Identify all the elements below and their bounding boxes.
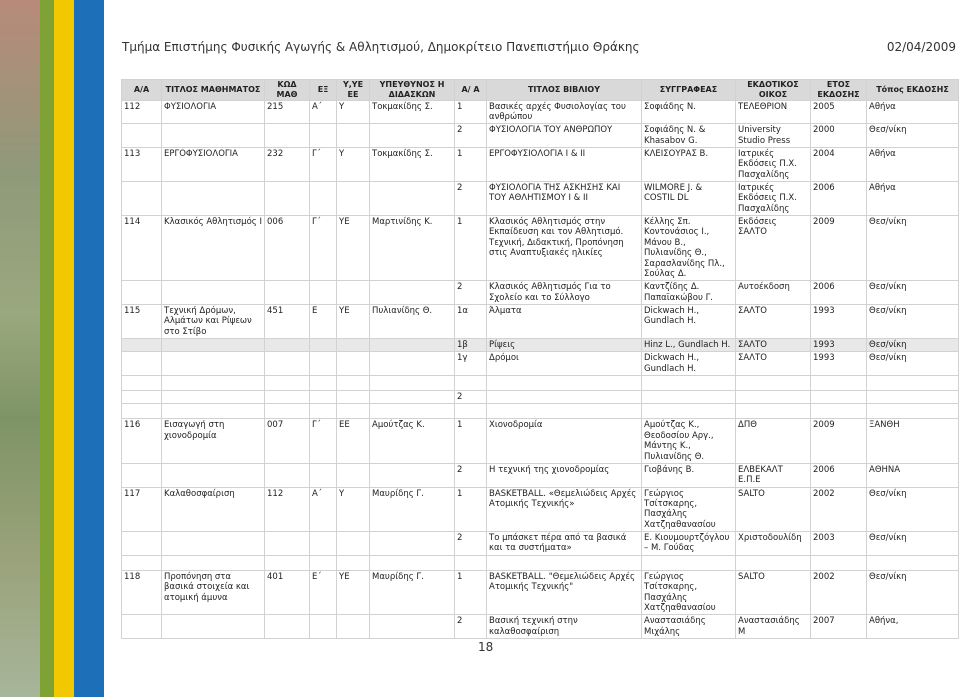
table-cell: ΣΑΛΤΟ [736, 304, 811, 338]
column-header: ΕΞ [310, 80, 337, 101]
table-row [122, 532, 959, 556]
table-cell: Ιατρικές Εκδόσεις Π.Χ. Πασχαλίδης [736, 182, 811, 216]
table-row [122, 281, 959, 305]
table-cell: 215 [265, 100, 310, 124]
table-cell: 006 [265, 216, 310, 281]
table-cell: Αθήνα, [867, 615, 959, 639]
column-header: Τόπος ΕΚΔΟΣΗΣ [867, 80, 959, 101]
table-cell [310, 182, 337, 216]
table-cell: Χιονοδρομία [487, 419, 642, 463]
spacer-cell [487, 376, 642, 391]
table-cell: Κλασικός Αθλητισμός Ι [162, 216, 265, 281]
spacer-cell [370, 376, 455, 391]
table-cell [811, 391, 867, 404]
table-cell [162, 391, 265, 404]
column-header: ΥΠΕΥΘΥΝΟΣ Η ΔΙΔΑΣΚΩΝ [370, 80, 455, 101]
spacer-cell [310, 376, 337, 391]
table-cell: Εκδόσεις ΣΑΛΤΟ [736, 216, 811, 281]
spacer-cell [337, 376, 370, 391]
table-cell: 2 [455, 615, 487, 639]
page-header-title: Τμήμα Επιστήμης Φυσικής Αγωγής & Αθλητισμού, Δημοκρίτειο Πανεπιστήμιο Θράκης [122, 40, 640, 54]
spacer-cell [370, 555, 455, 570]
table-cell [162, 615, 265, 639]
table-cell: 1 [455, 570, 487, 614]
table-cell [122, 339, 162, 352]
table-cell: 112 [122, 100, 162, 124]
table-cell: ΚΛΕΙΣΟΥΡΑΣ Β. [642, 147, 736, 181]
table-cell: 2 [455, 124, 487, 148]
table-cell: Dickwach H., Gundlach H. [642, 304, 736, 338]
table-cell: ΞΑΝΘΗ [867, 419, 959, 463]
table-cell [370, 463, 455, 487]
table-cell [337, 281, 370, 305]
table-cell [337, 352, 370, 376]
spacer-cell [265, 555, 310, 570]
table-cell [122, 182, 162, 216]
table-cell: Ιατρικές Εκδόσεις Π.Χ. Πασχαλίδης [736, 147, 811, 181]
table-cell: Εισαγωγή στη χιονοδρομία [162, 419, 265, 463]
spacer-cell [811, 376, 867, 391]
syllabus-table [121, 79, 959, 639]
table-cell: 1β [455, 339, 487, 352]
table-cell: Καλαθοσφαίριση [162, 487, 265, 531]
table-cell [370, 124, 455, 148]
table-cell: 2 [455, 463, 487, 487]
table-cell: Τεχνική Δρόμων, Αλμάτων και Ρίψεων στο Στίβο [162, 304, 265, 338]
table-cell [337, 182, 370, 216]
spacer-row [122, 404, 959, 419]
table-cell: 401 [265, 570, 310, 614]
table-cell: Αμούτζας Κ. [370, 419, 455, 463]
spacer-cell [736, 376, 811, 391]
table-cell: 2009 [811, 419, 867, 463]
spacer-cell [370, 404, 455, 419]
spacer-cell [867, 404, 959, 419]
table-cell [370, 182, 455, 216]
table-cell: Υ [337, 147, 370, 181]
table-cell: BASKETBALL. "Θεμελιώδεις Αρχές Ατομικής Τεχνικής" [487, 570, 642, 614]
table-cell [370, 352, 455, 376]
table-cell [337, 391, 370, 404]
table-cell: Θεσ/νίκη [867, 487, 959, 531]
table-cell: WILMORE J. & COSTIL DL [642, 182, 736, 216]
table-cell: 2009 [811, 216, 867, 281]
table-cell: Καντζίδης Δ. Παπαϊακώβου Γ. [642, 281, 736, 305]
table-cell: ΑΘΗΝΑ [867, 463, 959, 487]
table-cell: Κλασικός Αθλητισμός Για το Σχολείο και το Σύλλογο [487, 281, 642, 305]
table-cell: 1 [455, 147, 487, 181]
table-row [122, 216, 959, 281]
spacer-cell [487, 404, 642, 419]
spacer-cell [642, 555, 736, 570]
table-row [122, 100, 959, 124]
spacer-cell [736, 555, 811, 570]
table-cell: Μαυρίδης Γ. [370, 487, 455, 531]
table-cell [370, 281, 455, 305]
table-cell [337, 615, 370, 639]
table-cell: ΦΥΣΙΟΛΟΓΙΑ ΤΗΣ ΑΣΚΗΣΗΣ ΚΑΙ ΤΟΥ ΑΘΛΗΤΙΣΜΟΥ Ι & ΙΙ [487, 182, 642, 216]
table-cell [162, 281, 265, 305]
spacer-cell [162, 555, 265, 570]
sidebar-green-band [40, 0, 54, 697]
spacer-cell [122, 376, 162, 391]
table-cell: ΣΑΛΤΟ [736, 352, 811, 376]
table-cell [265, 182, 310, 216]
spacer-cell [455, 555, 487, 570]
table-cell [162, 352, 265, 376]
table-cell [310, 339, 337, 352]
table-cell: Γ΄ [310, 147, 337, 181]
table-cell [370, 615, 455, 639]
table-cell: Ε. Κιουμουρτζόγλου – Μ. Γούδας [642, 532, 736, 556]
table-cell [122, 532, 162, 556]
table-cell: Αθήνα [867, 100, 959, 124]
spacer-row [122, 376, 959, 391]
table-cell [122, 615, 162, 639]
table-cell: 117 [122, 487, 162, 531]
table-cell: 115 [122, 304, 162, 338]
table-cell: ΥΕ [337, 216, 370, 281]
table-cell [162, 182, 265, 216]
table-cell: 2 [455, 182, 487, 216]
table-cell: 1 [455, 419, 487, 463]
table-row [122, 339, 959, 352]
table-cell: Δρόμοι [487, 352, 642, 376]
table-row [122, 615, 959, 639]
table-cell [337, 124, 370, 148]
table-cell: SALTO [736, 570, 811, 614]
table-row [122, 147, 959, 181]
sidebar-photo-strip [0, 0, 40, 697]
column-header: Α/ Α [455, 80, 487, 101]
spacer-cell [265, 404, 310, 419]
table-cell: Αθήνα [867, 182, 959, 216]
spacer-cell [811, 555, 867, 570]
table-cell: ΥΕ [337, 570, 370, 614]
table-cell [122, 391, 162, 404]
table-cell: Dickwach H., Gundlach H. [642, 352, 736, 376]
table-cell: Θεσ/νίκη [867, 281, 959, 305]
table-cell [310, 352, 337, 376]
table-cell: Α΄ [310, 487, 337, 531]
table-cell: 2006 [811, 463, 867, 487]
table-cell [310, 532, 337, 556]
table-cell [122, 124, 162, 148]
spacer-cell [811, 404, 867, 419]
table-cell: Α΄ [310, 100, 337, 124]
table-header-row [122, 80, 959, 101]
table-cell: BASKETBALL. «Θεμελιώδεις Αρχές Ατομικής Τεχνικής» [487, 487, 642, 531]
spacer-cell [455, 376, 487, 391]
column-header: ΕΤΟΣ ΕΚΔΟΣΗΣ [811, 80, 867, 101]
table-cell: 232 [265, 147, 310, 181]
table-cell: University Studio Press [736, 124, 811, 148]
table-cell: ΕΡΓΟΦΥΣΙΟΛΟΓΙΑ [162, 147, 265, 181]
table-cell [162, 124, 265, 148]
column-header: ΚΩΔ ΜΑΘ [265, 80, 310, 101]
column-header: ΣΥΓΓΡΑΦΕΑΣ [642, 80, 736, 101]
table-cell: ΥΕ [337, 304, 370, 338]
table-cell [122, 281, 162, 305]
table-row [122, 352, 959, 376]
table-cell: ΔΠΘ [736, 419, 811, 463]
table-cell: Θεσ/νίκη [867, 532, 959, 556]
table-cell: Γιοβάνης Β. [642, 463, 736, 487]
table-cell: 2 [455, 391, 487, 404]
table-cell: Υ [337, 487, 370, 531]
table-row [122, 570, 959, 614]
table-cell: 2 [455, 281, 487, 305]
table-cell: Θεσ/νίκη [867, 570, 959, 614]
table-cell [310, 463, 337, 487]
column-header: Α/Α [122, 80, 162, 101]
table-cell: Τοκμακίδης Σ. [370, 147, 455, 181]
table-cell: 2003 [811, 532, 867, 556]
table-cell: ΕΛΒΕΚΑΛΤ Ε.Π.Ε [736, 463, 811, 487]
table-cell: Αθήνα [867, 147, 959, 181]
table-cell: 114 [122, 216, 162, 281]
table-cell: 113 [122, 147, 162, 181]
table-cell [162, 339, 265, 352]
spacer-cell [310, 404, 337, 419]
table-cell: Γεώργιος Τσίτσκαρης, Πασχάλης Χατζηαθανασίου [642, 487, 736, 531]
table-cell [370, 532, 455, 556]
table-cell: Βασική τεχνική στην καλαθοσφαίριση [487, 615, 642, 639]
table-row [122, 304, 959, 338]
table-cell: 451 [265, 304, 310, 338]
table-cell [337, 463, 370, 487]
table-cell [310, 281, 337, 305]
table-cell: Γ΄ [310, 419, 337, 463]
spacer-row [122, 555, 959, 570]
table-row [122, 391, 959, 404]
table-row [122, 124, 959, 148]
table-cell: Θεσ/νίκη [867, 216, 959, 281]
column-header: ΕΚΔΟΤΙΚΟΣ ΟΙΚΟΣ [736, 80, 811, 101]
table-cell [337, 532, 370, 556]
table-cell: 118 [122, 570, 162, 614]
table-cell: 2002 [811, 487, 867, 531]
spacer-cell [455, 404, 487, 419]
spacer-cell [310, 555, 337, 570]
table-cell: 1 [455, 487, 487, 531]
spacer-cell [642, 404, 736, 419]
table-row [122, 463, 959, 487]
table-cell: Hinz L., Gundlach H. [642, 339, 736, 352]
table-cell: Άλματα [487, 304, 642, 338]
table-cell: 2007 [811, 615, 867, 639]
table-cell: Τοκμακίδης Σ. [370, 100, 455, 124]
spacer-cell [736, 404, 811, 419]
table-cell [370, 339, 455, 352]
table-cell: Το μπάσκετ πέρα από τα βασικά και τα συστήματα» [487, 532, 642, 556]
table-cell: 1993 [811, 352, 867, 376]
table-cell: Πυλιανίδης Θ. [370, 304, 455, 338]
spacer-cell [337, 555, 370, 570]
table-cell: Μαυρίδης Γ. [370, 570, 455, 614]
table-cell: 1α [455, 304, 487, 338]
table-cell: Βασικές αρχές Φυσιολογίας του ανθρώπου [487, 100, 642, 124]
table-cell: ΦΥΣΙΟΛΟΓΙΑ [162, 100, 265, 124]
spacer-cell [162, 376, 265, 391]
table-cell [265, 463, 310, 487]
table-cell: 2005 [811, 100, 867, 124]
table-cell: 1993 [811, 304, 867, 338]
table-cell: 2000 [811, 124, 867, 148]
table-cell [736, 391, 811, 404]
table-cell: Υ [337, 100, 370, 124]
table-cell: ΣΑΛΤΟ [736, 339, 811, 352]
sidebar-white-edge [104, 0, 108, 697]
sidebar-yellow-band [54, 0, 74, 697]
table-cell: Αυτοέκδοση [736, 281, 811, 305]
page-number: 18 [478, 640, 494, 654]
table-cell: Ε [310, 304, 337, 338]
table-cell: ΤΕΛΕΘΡΙΟΝ [736, 100, 811, 124]
table-cell [162, 463, 265, 487]
spacer-cell [867, 555, 959, 570]
decorative-sidebar [0, 0, 108, 697]
table-cell [265, 352, 310, 376]
table-cell [337, 339, 370, 352]
spacer-cell [122, 404, 162, 419]
column-header: ΤΙΤΛΟΣ ΒΙΒΛΙΟΥ [487, 80, 642, 101]
table-row [122, 419, 959, 463]
table-cell: 2006 [811, 281, 867, 305]
table-cell: Κέλλης Σπ. Κοντονάσιος Ι., Μάνου Β., Πυλιανίδης Θ., Σαρασλανίδης Πλ., Σούλας Δ. [642, 216, 736, 281]
table-cell: Θεσ/νίκη [867, 304, 959, 338]
table-row [122, 487, 959, 531]
table-cell: Προπόνηση στα βασικά στοιχεία και ατομική άμυνα [162, 570, 265, 614]
table-cell [265, 391, 310, 404]
table-cell: 2002 [811, 570, 867, 614]
table-cell: Η τεχνική της χιονοδρομίας [487, 463, 642, 487]
table-cell: 007 [265, 419, 310, 463]
table-cell: 112 [265, 487, 310, 531]
column-header: ΤΙΤΛΟΣ ΜΑΘΗΜΑΤΟΣ [162, 80, 265, 101]
table-cell: Σοφιάδης Ν. [642, 100, 736, 124]
table-cell [265, 615, 310, 639]
table-cell [642, 391, 736, 404]
table-cell: SALTO [736, 487, 811, 531]
table-cell: Ρίψεις [487, 339, 642, 352]
spacer-cell [122, 555, 162, 570]
table-cell: ΕΡΓΟΦΥΣΙΟΛΟΓΙΑ Ι & ΙΙ [487, 147, 642, 181]
table-cell: 1γ [455, 352, 487, 376]
table-cell [310, 391, 337, 404]
table-cell: Χριστοδουλίδη [736, 532, 811, 556]
table-cell: 1 [455, 100, 487, 124]
page-header-date: 02/04/2009 [886, 40, 956, 54]
table-cell [162, 532, 265, 556]
table-cell [370, 391, 455, 404]
table-cell: 1 [455, 216, 487, 281]
table-cell [487, 391, 642, 404]
table-cell: 2 [455, 532, 487, 556]
table-cell [265, 339, 310, 352]
spacer-cell [265, 376, 310, 391]
table-cell: Κλασικός Αθλητισμός στην Εκπαίδευση και τον Αθλητισμό. Τεχνική, Διδακτική, Προπόνηση στις Αναπτυξιακές ηλικίες [487, 216, 642, 281]
table-cell: 2004 [811, 147, 867, 181]
table-cell [265, 281, 310, 305]
spacer-cell [642, 376, 736, 391]
table-cell [122, 352, 162, 376]
table-cell [265, 532, 310, 556]
table-cell: ΦΥΣΙΟΛΟΓΙΑ ΤΟΥ ΑΝΘΡΩΠΟΥ [487, 124, 642, 148]
table-row [122, 182, 959, 216]
table-cell: Θεσ/νίκη [867, 339, 959, 352]
sidebar-blue-band [74, 0, 104, 697]
table-cell [265, 124, 310, 148]
table-cell: 2006 [811, 182, 867, 216]
spacer-cell [867, 376, 959, 391]
table-cell: Σοφιάδης Ν. & Khasabov G. [642, 124, 736, 148]
spacer-cell [162, 404, 265, 419]
spacer-cell [337, 404, 370, 419]
table-cell: ΕΕ [337, 419, 370, 463]
table-cell: Αμούτζας Κ., Θεοδοσίου Αργ., Μάντης Κ., Πυλιανίδης Θ. [642, 419, 736, 463]
table-cell: Αναστασιάδης Μιχάλης [642, 615, 736, 639]
table-cell: Αναστασιάδης Μ [736, 615, 811, 639]
column-header: Υ,ΥΕ ΕΕ [337, 80, 370, 101]
table-cell [867, 391, 959, 404]
table-cell: 1993 [811, 339, 867, 352]
table-cell: Ε΄ [310, 570, 337, 614]
table-cell: Γ΄ [310, 216, 337, 281]
table-cell: Γεώργιος Τσίτσκαρης, Πασχάλης Χατζηαθανασίου [642, 570, 736, 614]
table-cell [122, 463, 162, 487]
table-cell [310, 615, 337, 639]
table-cell [310, 124, 337, 148]
table-cell: 116 [122, 419, 162, 463]
table-cell: Θεσ/νίκη [867, 352, 959, 376]
table-cell: Θεσ/νίκη [867, 124, 959, 148]
spacer-cell [487, 555, 642, 570]
table-cell: Μαρτινίδης Κ. [370, 216, 455, 281]
